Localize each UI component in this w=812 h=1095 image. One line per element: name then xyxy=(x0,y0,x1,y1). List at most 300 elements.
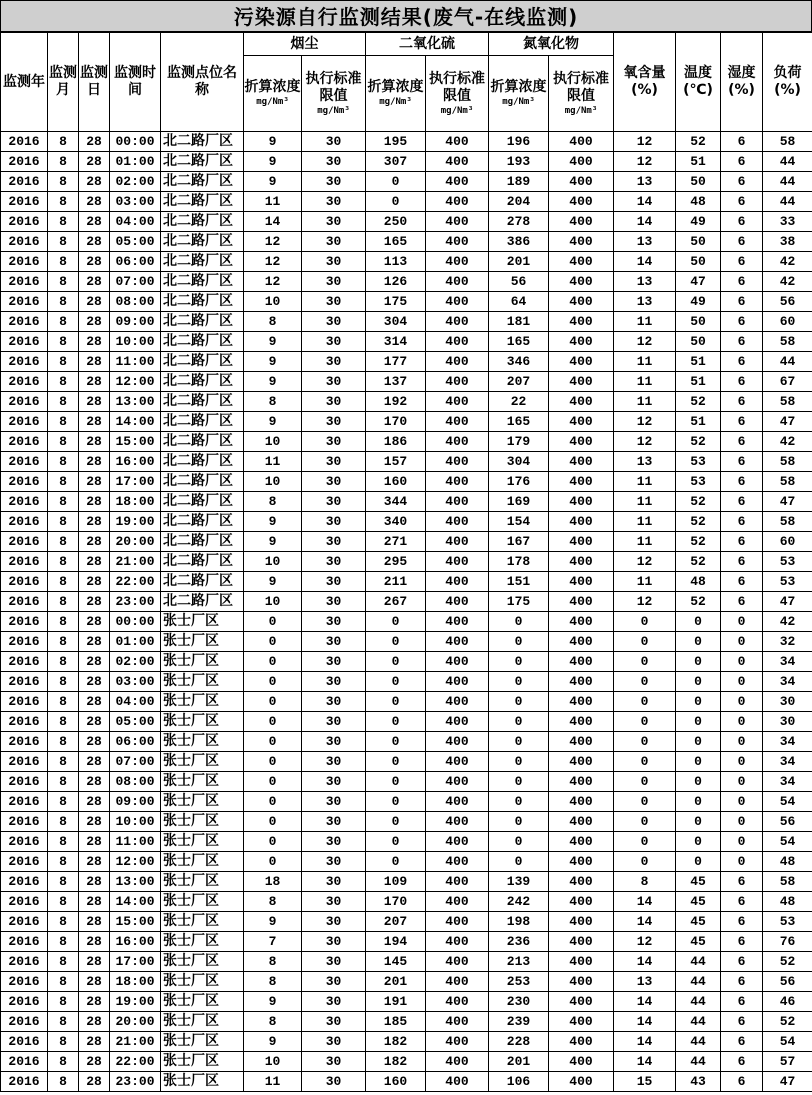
cell-site: 张士厂区 xyxy=(161,932,244,952)
cell-site: 北二路厂区 xyxy=(161,592,244,612)
cell-month: 8 xyxy=(48,712,79,732)
cell-so2-limit: 400 xyxy=(426,952,489,972)
cell-oxygen: 12 xyxy=(614,332,676,352)
header-year: 监测年 xyxy=(1,33,48,132)
cell-year: 2016 xyxy=(1,212,48,232)
cell-dust-conc: 9 xyxy=(244,572,302,592)
cell-humidity: 6 xyxy=(721,1072,763,1092)
cell-oxygen: 11 xyxy=(614,312,676,332)
cell-oxygen: 13 xyxy=(614,452,676,472)
cell-dust-limit: 30 xyxy=(302,432,366,452)
header-humidity: 湿度(%) xyxy=(721,33,763,132)
cell-year: 2016 xyxy=(1,792,48,812)
cell-month: 8 xyxy=(48,492,79,512)
cell-so2-limit: 400 xyxy=(426,1072,489,1092)
header-group-dust: 烟尘 xyxy=(244,33,366,56)
cell-time: 11:00 xyxy=(110,832,161,852)
cell-site: 张士厂区 xyxy=(161,1012,244,1032)
cell-so2-conc: 175 xyxy=(366,292,426,312)
cell-month: 8 xyxy=(48,932,79,952)
cell-temp: 50 xyxy=(676,252,721,272)
cell-so2-conc: 0 xyxy=(366,692,426,712)
cell-nox-limit: 400 xyxy=(549,452,614,472)
cell-dust-limit: 30 xyxy=(302,632,366,652)
table-row xyxy=(1,712,812,732)
cell-time: 10:00 xyxy=(110,812,161,832)
cell-oxygen: 11 xyxy=(614,372,676,392)
cell-year: 2016 xyxy=(1,992,48,1012)
cell-load: 76 xyxy=(763,932,812,952)
cell-nox-conc: 196 xyxy=(489,132,549,152)
header-so2-conc-unit: mg/Nm³ xyxy=(379,97,412,107)
cell-time: 05:00 xyxy=(110,232,161,252)
cell-oxygen: 12 xyxy=(614,432,676,452)
cell-month: 8 xyxy=(48,772,79,792)
cell-nox-conc: 0 xyxy=(489,752,549,772)
cell-nox-limit: 400 xyxy=(549,352,614,372)
cell-dust-limit: 30 xyxy=(302,972,366,992)
cell-humidity: 6 xyxy=(721,232,763,252)
cell-nox-conc: 201 xyxy=(489,252,549,272)
cell-day: 28 xyxy=(79,772,110,792)
cell-day: 28 xyxy=(79,632,110,652)
cell-nox-limit: 400 xyxy=(549,792,614,812)
cell-oxygen: 13 xyxy=(614,272,676,292)
cell-day: 28 xyxy=(79,952,110,972)
cell-oxygen: 0 xyxy=(614,772,676,792)
cell-load: 44 xyxy=(763,152,812,172)
cell-year: 2016 xyxy=(1,732,48,752)
cell-day: 28 xyxy=(79,232,110,252)
cell-temp: 47 xyxy=(676,272,721,292)
header-site: 监测点位名称 xyxy=(161,33,244,132)
cell-oxygen: 0 xyxy=(614,632,676,652)
cell-nox-conc: 0 xyxy=(489,732,549,752)
cell-nox-limit: 400 xyxy=(549,772,614,792)
cell-day: 28 xyxy=(79,852,110,872)
cell-dust-conc: 0 xyxy=(244,672,302,692)
cell-load: 42 xyxy=(763,272,812,292)
cell-nox-conc: 0 xyxy=(489,852,549,872)
cell-nox-conc: 154 xyxy=(489,512,549,532)
cell-temp: 0 xyxy=(676,672,721,692)
cell-time: 09:00 xyxy=(110,312,161,332)
cell-so2-conc: 271 xyxy=(366,532,426,552)
cell-year: 2016 xyxy=(1,472,48,492)
cell-so2-limit: 400 xyxy=(426,512,489,532)
cell-dust-conc: 8 xyxy=(244,952,302,972)
cell-so2-conc: 186 xyxy=(366,432,426,452)
cell-dust-limit: 30 xyxy=(302,232,366,252)
cell-humidity: 6 xyxy=(721,372,763,392)
header-so2-limit-label: 执行标准限值 xyxy=(429,70,485,104)
cell-dust-limit: 30 xyxy=(302,672,366,692)
cell-dust-conc: 0 xyxy=(244,692,302,712)
cell-humidity: 0 xyxy=(721,712,763,732)
cell-site: 北二路厂区 xyxy=(161,512,244,532)
cell-time: 17:00 xyxy=(110,952,161,972)
cell-temp: 52 xyxy=(676,532,721,552)
cell-site: 张士厂区 xyxy=(161,872,244,892)
cell-humidity: 6 xyxy=(721,392,763,412)
cell-load: 58 xyxy=(763,512,812,532)
cell-site: 北二路厂区 xyxy=(161,432,244,452)
cell-site: 北二路厂区 xyxy=(161,572,244,592)
cell-year: 2016 xyxy=(1,952,48,972)
cell-so2-conc: 192 xyxy=(366,392,426,412)
cell-dust-conc: 9 xyxy=(244,912,302,932)
cell-humidity: 6 xyxy=(721,932,763,952)
cell-site: 张士厂区 xyxy=(161,632,244,652)
cell-temp: 0 xyxy=(676,632,721,652)
cell-oxygen: 14 xyxy=(614,1052,676,1072)
cell-load: 42 xyxy=(763,612,812,632)
cell-so2-conc: 160 xyxy=(366,1072,426,1092)
cell-time: 19:00 xyxy=(110,512,161,532)
cell-year: 2016 xyxy=(1,692,48,712)
cell-so2-limit: 400 xyxy=(426,872,489,892)
cell-time: 05:00 xyxy=(110,712,161,732)
cell-so2-conc: 191 xyxy=(366,992,426,1012)
table-row xyxy=(1,352,812,372)
cell-nox-limit: 400 xyxy=(549,412,614,432)
cell-dust-conc: 7 xyxy=(244,932,302,952)
cell-dust-conc: 9 xyxy=(244,172,302,192)
table-row xyxy=(1,792,812,812)
header-oxygen: 氧含量(%) xyxy=(614,33,676,132)
cell-dust-conc: 0 xyxy=(244,772,302,792)
cell-year: 2016 xyxy=(1,1072,48,1092)
cell-day: 28 xyxy=(79,732,110,752)
cell-time: 07:00 xyxy=(110,752,161,772)
cell-dust-limit: 30 xyxy=(302,1012,366,1032)
table-body xyxy=(1,132,812,1092)
cell-day: 28 xyxy=(79,592,110,612)
cell-so2-limit: 400 xyxy=(426,992,489,1012)
cell-time: 02:00 xyxy=(110,652,161,672)
cell-load: 47 xyxy=(763,492,812,512)
table-row xyxy=(1,972,812,992)
cell-time: 21:00 xyxy=(110,1032,161,1052)
cell-temp: 50 xyxy=(676,312,721,332)
cell-oxygen: 0 xyxy=(614,812,676,832)
cell-temp: 0 xyxy=(676,812,721,832)
cell-day: 28 xyxy=(79,892,110,912)
cell-temp: 45 xyxy=(676,892,721,912)
cell-dust-limit: 30 xyxy=(302,392,366,412)
cell-month: 8 xyxy=(48,752,79,772)
cell-temp: 51 xyxy=(676,352,721,372)
cell-dust-conc: 8 xyxy=(244,892,302,912)
cell-nox-conc: 198 xyxy=(489,912,549,932)
cell-time: 20:00 xyxy=(110,532,161,552)
cell-dust-limit: 30 xyxy=(302,872,366,892)
cell-site: 张士厂区 xyxy=(161,752,244,772)
cell-so2-conc: 137 xyxy=(366,372,426,392)
cell-month: 8 xyxy=(48,532,79,552)
cell-day: 28 xyxy=(79,332,110,352)
table-row xyxy=(1,632,812,652)
cell-month: 8 xyxy=(48,672,79,692)
cell-humidity: 6 xyxy=(721,252,763,272)
cell-nox-limit: 400 xyxy=(549,832,614,852)
cell-so2-limit: 400 xyxy=(426,892,489,912)
cell-dust-conc: 10 xyxy=(244,592,302,612)
cell-nox-limit: 400 xyxy=(549,912,614,932)
cell-time: 15:00 xyxy=(110,912,161,932)
cell-so2-limit: 400 xyxy=(426,672,489,692)
cell-so2-conc: 0 xyxy=(366,752,426,772)
cell-site: 张士厂区 xyxy=(161,852,244,872)
cell-load: 58 xyxy=(763,392,812,412)
cell-load: 44 xyxy=(763,192,812,212)
cell-dust-conc: 8 xyxy=(244,312,302,332)
table-row xyxy=(1,312,812,332)
cell-nox-conc: 151 xyxy=(489,572,549,592)
cell-so2-conc: 157 xyxy=(366,452,426,472)
cell-nox-conc: 0 xyxy=(489,812,549,832)
cell-month: 8 xyxy=(48,992,79,1012)
cell-humidity: 0 xyxy=(721,772,763,792)
cell-humidity: 6 xyxy=(721,312,763,332)
cell-so2-limit: 400 xyxy=(426,712,489,732)
cell-nox-conc: 169 xyxy=(489,492,549,512)
cell-year: 2016 xyxy=(1,812,48,832)
cell-so2-limit: 400 xyxy=(426,552,489,572)
cell-temp: 0 xyxy=(676,732,721,752)
cell-temp: 0 xyxy=(676,712,721,732)
cell-site: 北二路厂区 xyxy=(161,492,244,512)
cell-temp: 0 xyxy=(676,792,721,812)
table-row xyxy=(1,552,812,572)
cell-site: 北二路厂区 xyxy=(161,272,244,292)
cell-time: 18:00 xyxy=(110,972,161,992)
cell-month: 8 xyxy=(48,232,79,252)
cell-nox-limit: 400 xyxy=(549,272,614,292)
cell-oxygen: 15 xyxy=(614,1072,676,1092)
cell-month: 8 xyxy=(48,292,79,312)
cell-temp: 52 xyxy=(676,132,721,152)
table-row xyxy=(1,772,812,792)
cell-nox-limit: 400 xyxy=(549,212,614,232)
cell-month: 8 xyxy=(48,212,79,232)
cell-nox-conc: 0 xyxy=(489,612,549,632)
cell-dust-limit: 30 xyxy=(302,612,366,632)
table-row xyxy=(1,752,812,772)
cell-dust-conc: 10 xyxy=(244,432,302,452)
cell-oxygen: 12 xyxy=(614,412,676,432)
table-row xyxy=(1,252,812,272)
cell-time: 01:00 xyxy=(110,632,161,652)
cell-load: 54 xyxy=(763,1032,812,1052)
cell-nox-conc: 139 xyxy=(489,872,549,892)
cell-humidity: 6 xyxy=(721,152,763,172)
cell-nox-limit: 400 xyxy=(549,152,614,172)
cell-nox-limit: 400 xyxy=(549,632,614,652)
cell-oxygen: 13 xyxy=(614,172,676,192)
cell-month: 8 xyxy=(48,872,79,892)
cell-dust-conc: 11 xyxy=(244,192,302,212)
cell-year: 2016 xyxy=(1,752,48,772)
cell-oxygen: 0 xyxy=(614,832,676,852)
cell-dust-conc: 9 xyxy=(244,332,302,352)
cell-so2-limit: 400 xyxy=(426,532,489,552)
cell-time: 15:00 xyxy=(110,432,161,452)
cell-month: 8 xyxy=(48,692,79,712)
cell-nox-conc: 178 xyxy=(489,552,549,572)
cell-so2-conc: 250 xyxy=(366,212,426,232)
cell-dust-limit: 30 xyxy=(302,692,366,712)
cell-so2-conc: 0 xyxy=(366,652,426,672)
cell-nox-conc: 0 xyxy=(489,792,549,812)
cell-month: 8 xyxy=(48,132,79,152)
cell-humidity: 0 xyxy=(721,652,763,672)
cell-so2-limit: 400 xyxy=(426,252,489,272)
cell-site: 北二路厂区 xyxy=(161,292,244,312)
table-row xyxy=(1,852,812,872)
cell-day: 28 xyxy=(79,132,110,152)
cell-load: 47 xyxy=(763,412,812,432)
cell-month: 8 xyxy=(48,892,79,912)
cell-nox-limit: 400 xyxy=(549,812,614,832)
cell-so2-conc: 145 xyxy=(366,952,426,972)
cell-so2-limit: 400 xyxy=(426,432,489,452)
cell-so2-limit: 400 xyxy=(426,912,489,932)
cell-time: 08:00 xyxy=(110,292,161,312)
cell-site: 北二路厂区 xyxy=(161,532,244,552)
header-dust-limit-unit: mg/Nm³ xyxy=(317,105,350,116)
cell-oxygen: 12 xyxy=(614,932,676,952)
cell-oxygen: 13 xyxy=(614,292,676,312)
cell-day: 28 xyxy=(79,872,110,892)
cell-year: 2016 xyxy=(1,772,48,792)
cell-so2-conc: 113 xyxy=(366,252,426,272)
cell-nox-limit: 400 xyxy=(549,692,614,712)
header-month: 监测月 xyxy=(48,33,79,132)
cell-load: 58 xyxy=(763,872,812,892)
cell-year: 2016 xyxy=(1,372,48,392)
cell-month: 8 xyxy=(48,372,79,392)
cell-nox-limit: 400 xyxy=(549,752,614,772)
cell-site: 北二路厂区 xyxy=(161,232,244,252)
cell-load: 56 xyxy=(763,812,812,832)
cell-oxygen: 11 xyxy=(614,512,676,532)
cell-temp: 53 xyxy=(676,452,721,472)
cell-dust-limit: 30 xyxy=(302,772,366,792)
header-group-nox: 氮氧化物 xyxy=(489,33,614,56)
table-row xyxy=(1,192,812,212)
cell-site: 张士厂区 xyxy=(161,732,244,752)
cell-site: 张士厂区 xyxy=(161,992,244,1012)
cell-dust-conc: 8 xyxy=(244,972,302,992)
cell-nox-limit: 400 xyxy=(549,712,614,732)
cell-time: 07:00 xyxy=(110,272,161,292)
cell-load: 58 xyxy=(763,472,812,492)
cell-so2-conc: 201 xyxy=(366,972,426,992)
cell-year: 2016 xyxy=(1,272,48,292)
cell-month: 8 xyxy=(48,952,79,972)
cell-oxygen: 14 xyxy=(614,212,676,232)
cell-day: 28 xyxy=(79,912,110,932)
table-row xyxy=(1,292,812,312)
cell-nox-conc: 56 xyxy=(489,272,549,292)
table-row xyxy=(1,992,812,1012)
cell-load: 67 xyxy=(763,372,812,392)
cell-time: 11:00 xyxy=(110,352,161,372)
cell-nox-limit: 400 xyxy=(549,512,614,532)
cell-time: 21:00 xyxy=(110,552,161,572)
cell-temp: 44 xyxy=(676,992,721,1012)
cell-dust-limit: 30 xyxy=(302,592,366,612)
cell-day: 28 xyxy=(79,1072,110,1092)
cell-so2-conc: 194 xyxy=(366,932,426,952)
table-row xyxy=(1,872,812,892)
cell-dust-limit: 30 xyxy=(302,552,366,572)
table-row xyxy=(1,1072,812,1092)
cell-month: 8 xyxy=(48,392,79,412)
cell-dust-limit: 30 xyxy=(302,1032,366,1052)
cell-year: 2016 xyxy=(1,1032,48,1052)
cell-site: 张士厂区 xyxy=(161,952,244,972)
table-row xyxy=(1,692,812,712)
cell-so2-limit: 400 xyxy=(426,692,489,712)
cell-load: 56 xyxy=(763,972,812,992)
cell-year: 2016 xyxy=(1,612,48,632)
cell-temp: 52 xyxy=(676,512,721,532)
cell-dust-conc: 10 xyxy=(244,1052,302,1072)
cell-so2-conc: 267 xyxy=(366,592,426,612)
cell-so2-limit: 400 xyxy=(426,472,489,492)
cell-year: 2016 xyxy=(1,292,48,312)
cell-so2-limit: 400 xyxy=(426,1032,489,1052)
cell-nox-conc: 176 xyxy=(489,472,549,492)
cell-dust-conc: 12 xyxy=(244,232,302,252)
cell-so2-conc: 0 xyxy=(366,852,426,872)
cell-time: 12:00 xyxy=(110,372,161,392)
cell-oxygen: 14 xyxy=(614,1032,676,1052)
cell-temp: 45 xyxy=(676,872,721,892)
cell-time: 01:00 xyxy=(110,152,161,172)
cell-time: 00:00 xyxy=(110,612,161,632)
cell-site: 张士厂区 xyxy=(161,912,244,932)
cell-load: 48 xyxy=(763,892,812,912)
cell-nox-conc: 201 xyxy=(489,1052,549,1072)
cell-temp: 49 xyxy=(676,212,721,232)
header-dust-conc-label: 折算浓度 xyxy=(244,79,301,95)
cell-day: 28 xyxy=(79,472,110,492)
cell-nox-limit: 400 xyxy=(549,172,614,192)
cell-load: 60 xyxy=(763,532,812,552)
cell-humidity: 6 xyxy=(721,1052,763,1072)
cell-year: 2016 xyxy=(1,492,48,512)
header-day: 监测日 xyxy=(79,33,110,132)
cell-time: 13:00 xyxy=(110,872,161,892)
cell-dust-limit: 30 xyxy=(302,952,366,972)
cell-month: 8 xyxy=(48,172,79,192)
cell-time: 14:00 xyxy=(110,412,161,432)
table-row xyxy=(1,652,812,672)
cell-dust-conc: 0 xyxy=(244,812,302,832)
cell-humidity: 6 xyxy=(721,992,763,1012)
table-row xyxy=(1,332,812,352)
cell-nox-conc: 207 xyxy=(489,372,549,392)
cell-oxygen: 11 xyxy=(614,532,676,552)
cell-year: 2016 xyxy=(1,572,48,592)
cell-humidity: 6 xyxy=(721,1012,763,1032)
cell-temp: 52 xyxy=(676,392,721,412)
cell-dust-limit: 30 xyxy=(302,192,366,212)
cell-dust-limit: 30 xyxy=(302,532,366,552)
